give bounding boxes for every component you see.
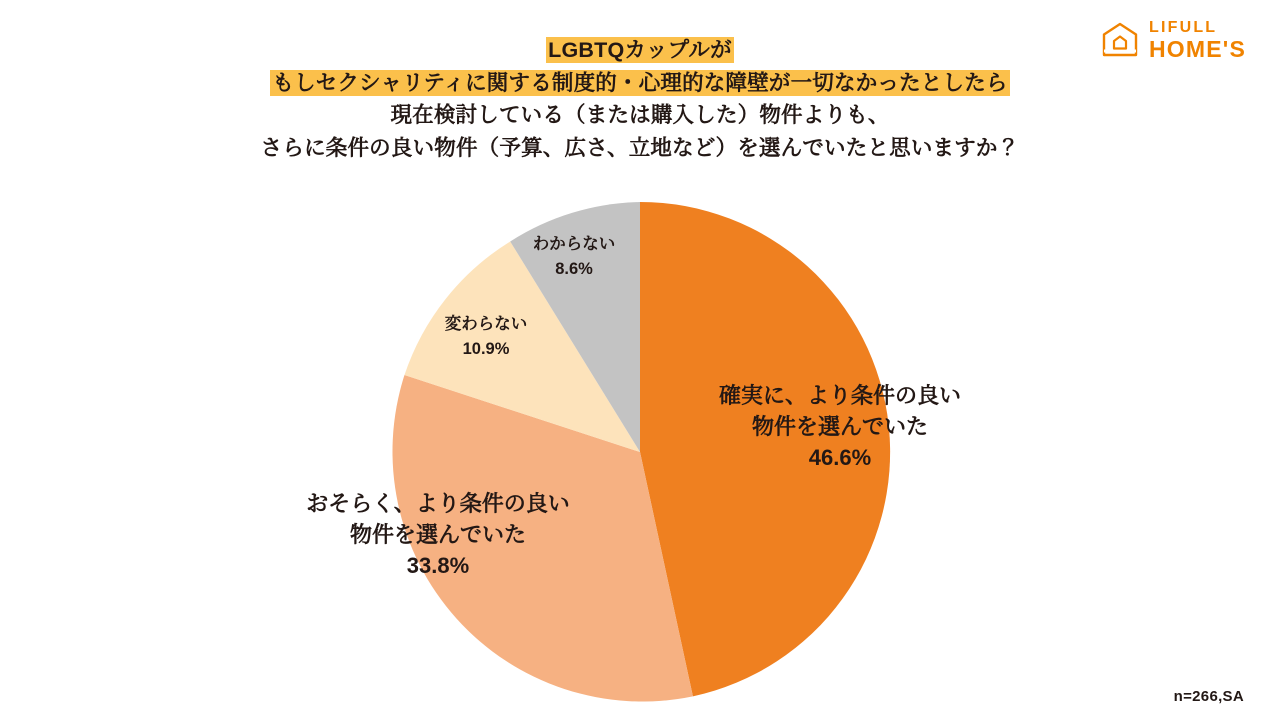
pie-label-dontknow — [494, 232, 654, 282]
pie-label-certain-line1: 確実に、より条件の良い — [718, 383, 961, 408]
title-line-1-text: LGBTQカップルが — [548, 38, 732, 62]
pie-label-nochange — [396, 312, 576, 362]
title-line-3: 現在検討している（または購入した）物件よりも、 — [390, 103, 890, 128]
pie-label-probably-value: 33.8% — [406, 553, 470, 579]
logo-text-top: LIFULL — [1148, 19, 1218, 36]
title-line-1 — [0, 34, 1280, 67]
pie-label-probably — [238, 488, 638, 582]
pie-label-certain-line2: 物件を選んでいた — [751, 414, 928, 440]
title-line-2 — [0, 67, 1280, 100]
pie-label-probably-line2: 物件を選んでいた — [349, 522, 526, 548]
pie-label-certain-value: 46.6% — [808, 445, 872, 471]
pie-label-dontknow-value: 8.6% — [555, 259, 593, 278]
title-line-4: さらに条件の良い物件（予算、広さ、立地など）を選んでいたと思いますか？ — [260, 136, 1020, 161]
sample-size-note: n=266,SA — [1173, 688, 1244, 705]
pie-label-probably-line1: おそらく、より条件の良い — [306, 491, 570, 516]
logo-text-bottom: HOME'S — [1148, 35, 1246, 62]
pie-label-certain — [660, 380, 1020, 474]
pie-label-nochange-line1: 変わらない — [444, 315, 528, 333]
title-line-2-text: もしセクシャリティに関する制度的・心理的な障壁が一切なかったとしたら — [272, 70, 1008, 95]
page-title — [0, 34, 1280, 165]
pie-label-nochange-value: 10.9% — [462, 339, 510, 358]
pie-label-dontknow-line1: わからない — [532, 235, 616, 253]
pie-chart — [0, 196, 1280, 706]
